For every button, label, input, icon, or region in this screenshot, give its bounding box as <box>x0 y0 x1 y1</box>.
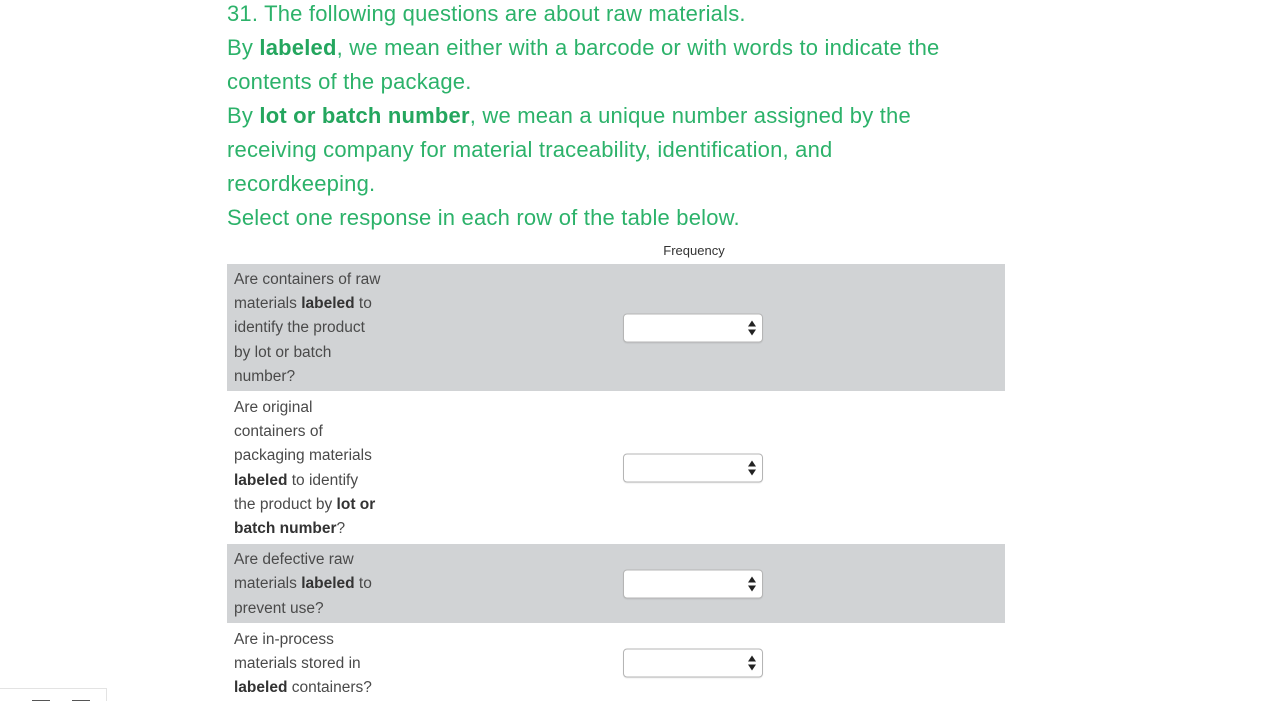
chevron-up-down-icon <box>748 656 757 672</box>
matrix-row <box>227 264 1005 391</box>
matrix-row <box>227 623 1005 701</box>
row-label: Are original containers of packaging materials labeled to identify the product by lot or batch number? <box>234 398 376 538</box>
frequency-select[interactable] <box>623 313 763 342</box>
corner-toolbar <box>0 688 107 701</box>
chevron-up-down-icon <box>748 576 757 592</box>
question-instruction: Select one response in each row of the table below. <box>227 205 740 230</box>
matrix-row <box>227 391 1005 544</box>
question-line: receiving company for material traceability, identification, and <box>227 137 833 162</box>
chevron-up-down-icon <box>748 320 757 336</box>
column-header-frequency: Frequency <box>663 243 725 258</box>
term-labeled: labeled <box>259 35 337 60</box>
frequency-select[interactable] <box>623 649 763 678</box>
term-lot-or-batch-number: lot or batch number <box>259 103 470 128</box>
matrix-table <box>227 264 1005 701</box>
matrix-row <box>227 544 1005 623</box>
question-line: contents of the package. <box>227 69 472 94</box>
row-label: Are defective raw materials labeled to prevent use? <box>234 551 372 617</box>
frequency-select[interactable] <box>623 453 763 482</box>
question-line: recordkeeping. <box>227 171 376 196</box>
chevron-up-down-icon <box>748 460 757 476</box>
frequency-select[interactable] <box>623 569 763 598</box>
row-label: Are in-process materials stored in labeled containers? <box>234 630 372 697</box>
question-title: 31. The following questions are about raw materials. <box>227 1 746 26</box>
question-labeled-definition: By labeled, we mean either with a barcode or with words to indicate the <box>227 35 940 60</box>
question-text <box>227 0 1007 235</box>
row-label: Are containers of raw materials labeled to identify the product by lot or batch number? <box>234 270 381 385</box>
question-lot-definition: By lot or batch number, we mean a unique number assigned by the <box>227 103 911 128</box>
